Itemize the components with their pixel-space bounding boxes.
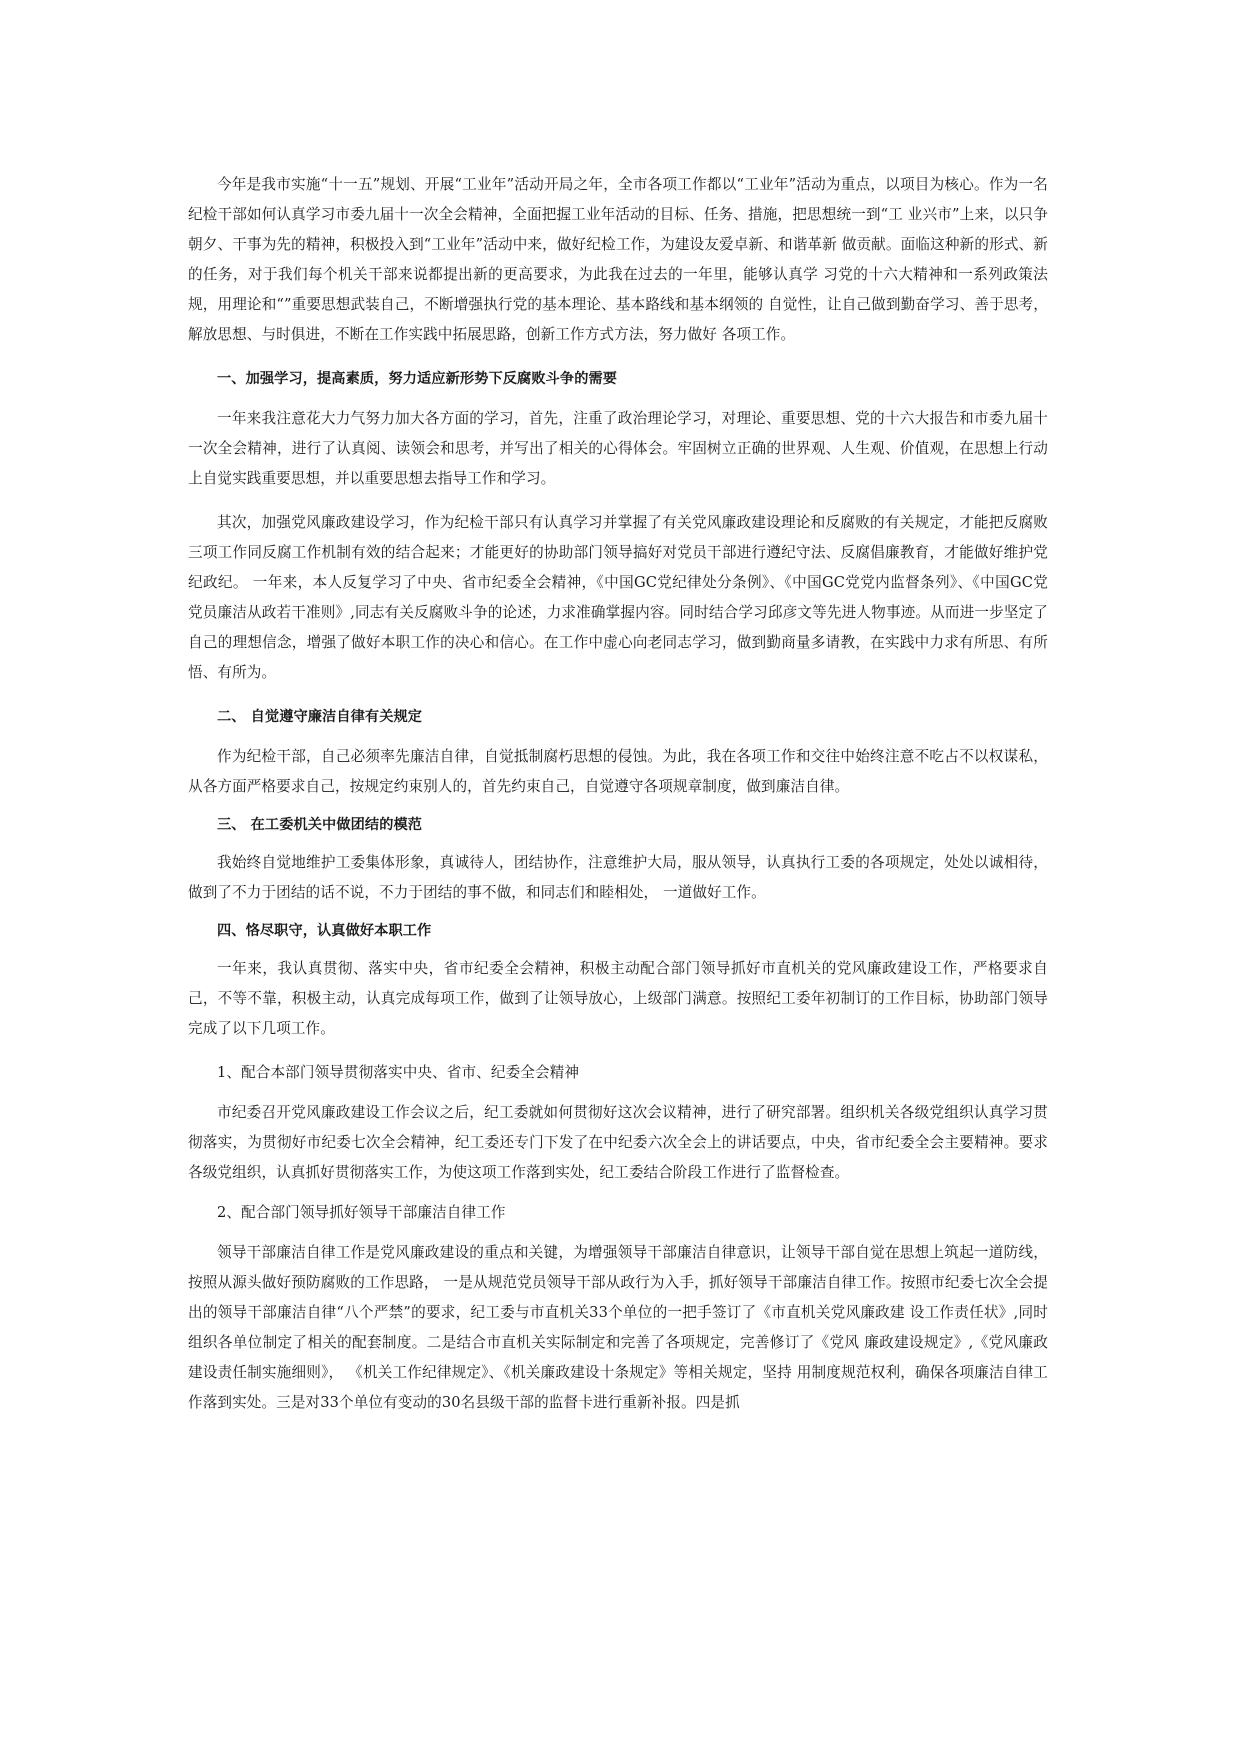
section-4-paragraph-1: 一年来，我认真贯彻、落实中央，省市纪委全会精神，积极主动配合部门领导抓好市直机关的党风廉政建设工作，严格要求自己，不等不靠，积极主动，认真完成每项工作，做到了让领导放心，上级部门满意。按照纪工委年初制订的工作目标，协助部门领导完成了以下几项工作。 [188,960,1048,1037]
section-4-subheading-2: 2、配合部门领导抓好领导干部廉洁自律工作 [217,1204,506,1221]
document-body [188,170,1048,1418]
section-1-heading: 一、加强学习，提高素质，努力适应新形势下反腐败斗争的需要 [217,371,618,387]
section-4-paragraph-2: 市纪委召开党风廉政建设工作会议之后，纪工委就如何贯彻好这次会议精神，进行了研究部署。组织机关各级党组织认真学习贯彻落实，为贯彻好市纪委七次全会精神，纪工委还专门下发了在中纪委六次全会上的讲话要点，中央，省市纪委全会主要精神。要求各级党组织，认真抓好贯彻落实工作，为使这项工作落到实处，纪工委结合阶段工作进行了监督检查。 [188,1104,1048,1181]
section-3-heading: 三、 在工委机关中做团结的模范 [217,817,423,833]
section-1-paragraph-1: 一年来我注意花大力气努力加大各方面的学习，首先，注重了政治理论学习，对理论、重要思想、党的十六大报告和市委九届十一次全会精神，进行了认真阅、读领会和思考，并写出了相关的心得体会。牢固树立正确的世界观、人生观、价值观，在思想上行动上自觉实践重要思想，并以重要思想去指导工作和学习。 [188,410,1048,487]
section-2-heading: 二、 自觉遵守廉洁自律有关规定 [217,709,423,725]
intro-paragraph: 今年是我市实施“十一五”规划、开展“工业年”活动开局之年，全市各项工作都以“工业年”活动为重点，以项目为核心。作为一名纪检干部如何认真学习市委九届十一次全会精神，全面把握工业年活动的目标、任务、措施，把思想统一到“工 业兴市”上来，以只争朝夕、干事为先的精神，积极投入到“工业年”活动中来，做好纪检工作，为建设友爱卓新、和谐革新 做贡献。面临这种新的形式、新的任务，对于我们每个机关干部来说都提出新的更高要求，为此我在过去的一年里，能够认真学 习党的十六大精神和一系列政策法规，用理论和“”重要思想武装自己，不断增强执行党的基本理论、基本路线和基本纲领的 自觉性，让自己做到勤奋学习、善于思考，解放思想、与时俱进，不断在工作实践中拓展思路，创新工作方式方法，努力做好 各项工作。 [188,176,1048,343]
section-1-paragraph-2: 其次，加强党风廉政建设学习，作为纪检干部只有认真学习并掌握了有关党风廉政建设理论和反腐败的有关规定，才能把反腐败三项工作同反腐工作机制有效的结合起来；才能更好的协助部门领导搞好对党员干部进行遵纪守法、反腐倡廉教育，才能做好维护党纪政纪。 一年来，本人反复学习了中央、省市纪委全会精神，《中国GC党纪律处分条例》、《中国GC党党内监督条列》、《中国GC党党员廉洁从政若干准则》,同志有关反腐败斗争的论述，力求准确掌握内容。同时结合学习邱彦文等先进人物事迹。从而进一步坚定了自己的理想信念，增强了做好本职工作的决心和信心。在工作中虚心向老同志学习，做到勤商量多请教，在实践中力求有所思、有所悟、有所为。 [188,514,1048,681]
section-3-paragraph-1: 我始终自觉地维护工委集体形象，真诚待人，团结协作，注意维护大局，服从领导，认真执行工委的各项规定，处处以诚相待，做到了不力于团结的话不说，不力于团结的事不做，和同志们和睦相处， 一道做好工作。 [188,854,1048,901]
section-2-paragraph-1: 作为纪检干部，自己必须率先廉洁自律，自觉抵制腐朽思想的侵蚀。为此，我在各项工作和交往中始终注意不吃占不以权谋私，从各方面严格要求自己，按规定约束别人的，首先约束自己，自觉遵守各项规章制度，做到廉洁自律。 [188,748,1048,795]
section-4-paragraph-3: 领导干部廉洁自律工作是党风廉政建设的重点和关键，为增强领导干部廉洁自律意识，让领导干部自觉在思想上筑起一道防线，按照从源头做好预防腐败的工作思路， 一是从规范党员领导干部从政行为入手，抓好领导干部廉洁自律工作。按照市纪委七次全会提出的领导干部廉洁自律“八个严禁”的要求，纪工委与市直机关33个单位的一把手签订了《市直机关党风廉政建 设工作责任状》,同时组织各单位制定了相关的配套制度。二是结合市直机关实际制定和完善了各项规定，完善修订了《党风 廉政建设规定》,《党风廉政建设责任制实施细则》， 《机关工作纪律规定》、《机关廉政建设十条规定》等相关规定，坚持 用制度规范权利，确保各项廉洁自律工作落到实处。三是对33个单位有变动的30名县级干部的监督卡进行重新补报。四是抓 [188,1244,1048,1411]
section-4-subheading-1: 1、配合本部门领导贯彻落实中央、省市、纪委全会精神 [217,1064,580,1081]
section-4-heading: 四、恪尽职守，认真做好本职工作 [217,923,432,939]
